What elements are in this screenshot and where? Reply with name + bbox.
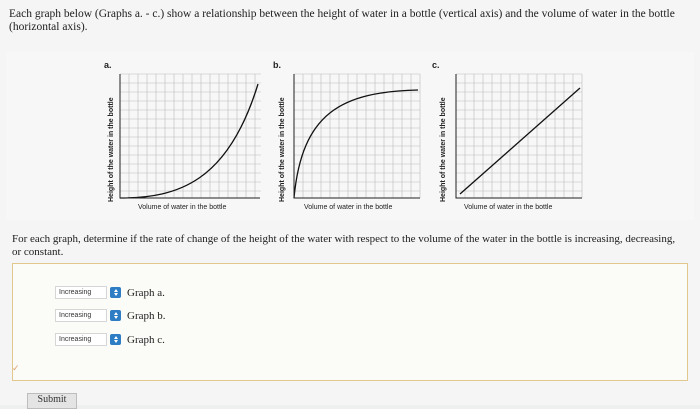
graph-a-letter: a. [104,60,112,70]
graph-b-plot [292,72,422,200]
submit-button[interactable]: Submit [27,393,77,409]
graph-a-ylabel: Height of the water in the bottle [108,97,115,202]
graph-a-axes [120,74,260,198]
answer-row-graph-b [55,309,166,322]
graph-c-letter: c. [432,60,440,70]
graph-c-grid [456,74,582,198]
graph-c [454,72,584,200]
answer-box [12,263,688,381]
graph-b-grid [294,74,420,198]
answer-row-graph-a [55,286,165,299]
graph-c-line [460,88,580,194]
rate-select-graph-c[interactable]: Increasing [55,333,107,346]
graph-a [118,72,263,200]
partial-credit-icon: ✓ [12,364,20,374]
rate-select-graph-b[interactable]: Increasing [55,309,107,322]
rate-select-graph-a[interactable]: Increasing [55,286,107,299]
graph-a-grid [120,74,261,198]
graph-b-letter: b. [273,60,281,70]
graph-a-xlabel: Volume of water in the bottle [138,204,227,211]
graph-b-ylabel: Height of the water in the bottle [279,97,286,202]
intro-text: Each graph below (Graphs a. - c.) show a relationship between the height of water in a bottle (vertical axis) and the volume of water in the bottle (horizontal axis). [9,8,675,33]
graph-c-ylabel: Height of the water in the bottle [440,97,447,202]
graph-c-xlabel: Volume of water in the bottle [464,204,553,211]
answer-row-graph-c [55,333,165,346]
graph-a-label: Graph a. [127,286,165,299]
select-arrow-icon[interactable] [110,334,121,345]
graph-b-xlabel: Volume of water in the bottle [304,204,393,211]
graphs-panel [6,52,694,220]
graph-c-label: Graph c. [127,333,165,346]
select-arrow-icon[interactable] [110,287,121,298]
select-arrow-icon[interactable] [110,310,121,321]
graph-a-plot [118,72,263,200]
graph-b [292,72,422,200]
question-text: For each graph, determine if the rate of change of the height of the water with respect to the volume of the water in the bottle is increasing, decreasing, or constant. [12,233,676,258]
graph-b-label: Graph b. [127,309,166,322]
graph-c-plot [454,72,584,200]
